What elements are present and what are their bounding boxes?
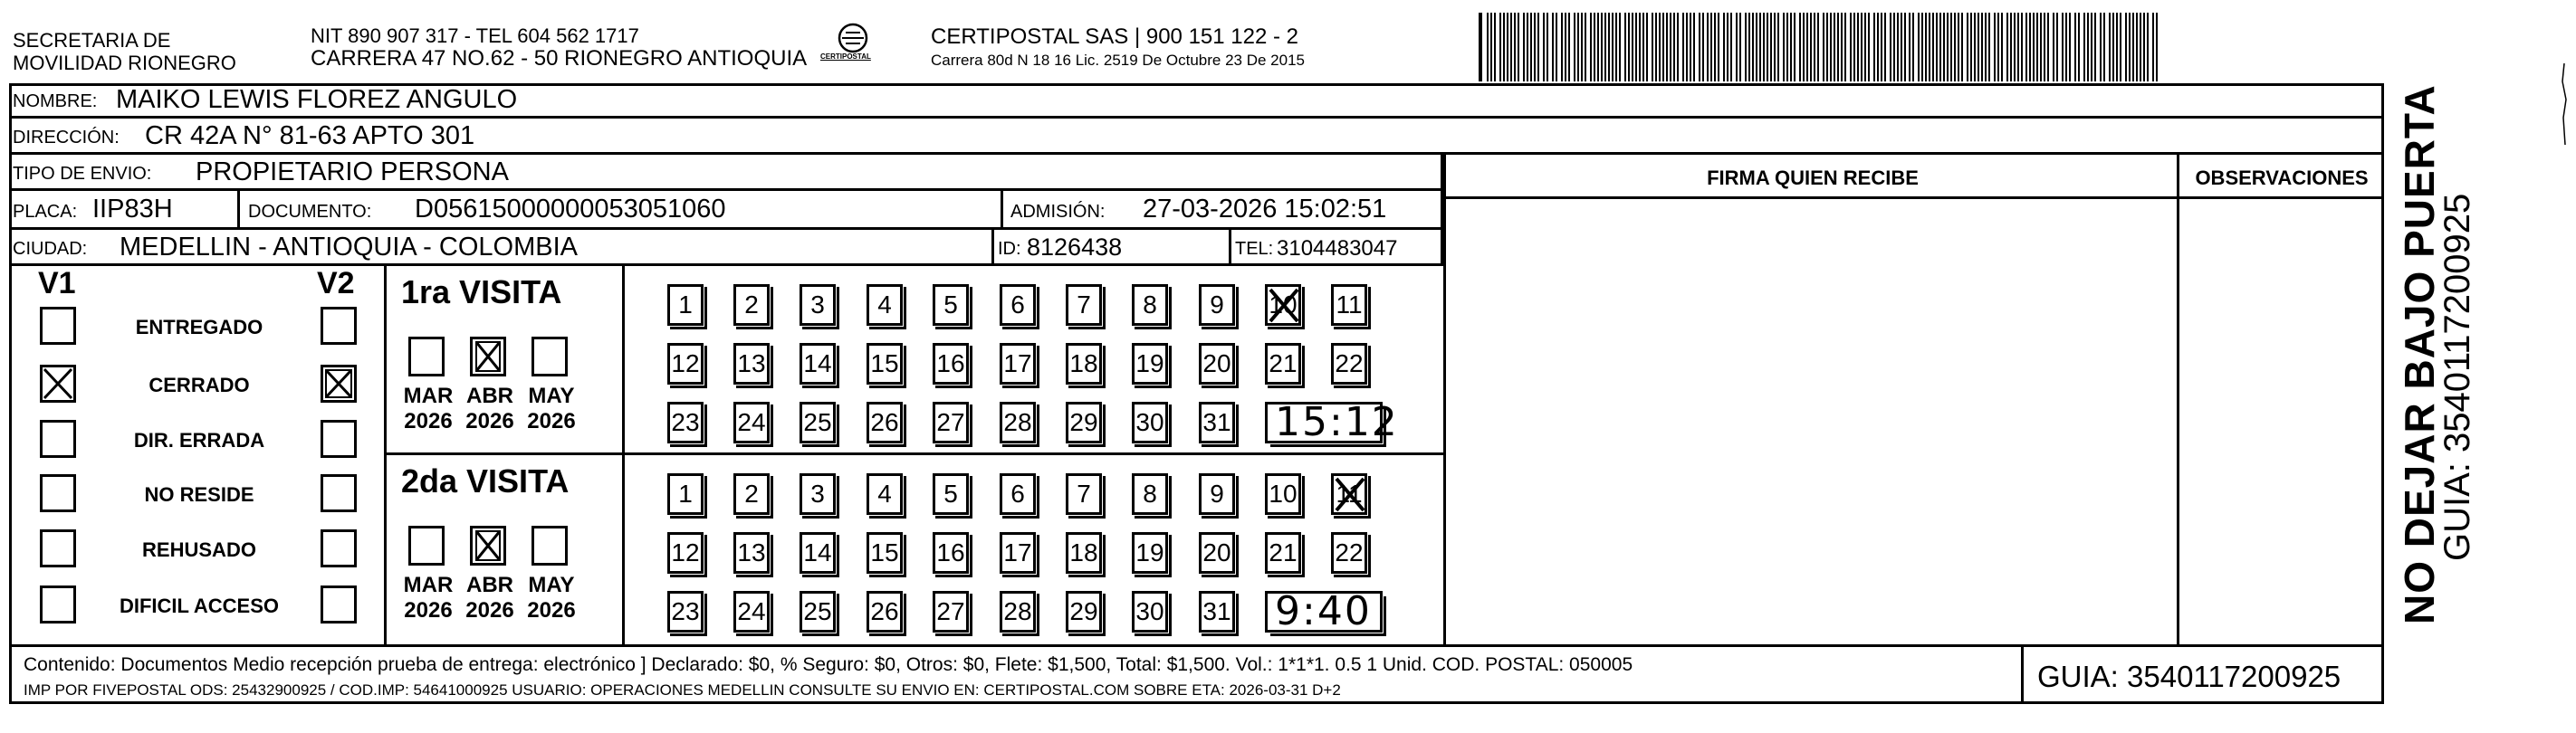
day-box-22[interactable]: 22 — [1331, 532, 1367, 574]
v1-checkbox-no-reside[interactable] — [40, 474, 76, 512]
day-box-26[interactable]: 26 — [867, 402, 903, 443]
footer-imp: IMP POR FIVEPOSTAL ODS: 25432900925 / COD.IMP: 54641000925 USUARIO: OPERACIONES MEDELLIN CONSULTE SU ENVIO EN: CERTIPOSTAL.COM SOBRE ETA: 2026-03-31 D+2 — [24, 681, 1341, 699]
v2-checkbox-cerrado[interactable] — [321, 365, 357, 403]
month-checkbox-abr[interactable] — [470, 526, 506, 566]
day-box-4[interactable]: 4 — [867, 284, 903, 326]
day-box-12[interactable]: 12 — [667, 343, 704, 385]
day-box-10[interactable]: 10 — [1265, 473, 1301, 515]
documento-value: D05615000000053051060 — [415, 195, 726, 224]
observaciones-header-line — [2179, 196, 2384, 199]
no-dejar-bajo-puerta: NO DEJAR BAJO PUERTA — [2396, 84, 2443, 624]
day-box-13[interactable]: 13 — [733, 532, 770, 574]
day-box-16[interactable]: 16 — [933, 343, 969, 385]
status-option-label: REHUSADO — [142, 538, 256, 561]
day-box-26[interactable]: 26 — [867, 591, 903, 633]
v1-checkbox-dir-errada[interactable] — [40, 420, 76, 458]
v2-checkbox-entregado[interactable] — [321, 307, 357, 345]
row-direccion — [9, 119, 2384, 155]
day-box-11[interactable]: 11 — [1331, 473, 1367, 515]
day-box-3[interactable]: 3 — [800, 284, 836, 326]
day-box-21[interactable]: 21 — [1265, 343, 1301, 385]
day-box-8[interactable]: 8 — [1132, 473, 1168, 515]
day-box-7[interactable]: 7 — [1066, 284, 1102, 326]
visit-1-panel — [387, 266, 1443, 455]
day-box-21[interactable]: 21 — [1265, 532, 1301, 574]
day-cross-mark — [1334, 476, 1366, 524]
month-checkbox-mar[interactable] — [408, 526, 445, 566]
day-box-10[interactable]: 10 — [1265, 284, 1301, 326]
ciudad-label: CIUDAD: — [13, 239, 88, 259]
visit-time-box[interactable] — [1265, 588, 1383, 634]
day-box-30[interactable]: 30 — [1132, 591, 1168, 633]
day-box-25[interactable]: 25 — [800, 402, 836, 443]
day-box-17[interactable]: 17 — [1000, 532, 1036, 574]
v1-checkbox-cerrado[interactable] — [40, 365, 76, 403]
tipo-value: PROPIETARIO PERSONA — [196, 157, 509, 186]
guia-box-divider — [2021, 647, 2024, 704]
month-checkbox-abr[interactable] — [470, 337, 506, 376]
row-placa — [9, 191, 1443, 230]
v2-checkbox-no-reside[interactable] — [321, 474, 357, 512]
day-box-14[interactable]: 14 — [800, 343, 836, 385]
month-label: MAR 2026 — [403, 384, 454, 433]
day-box-5[interactable]: 5 — [933, 473, 969, 515]
barcode-image — [1479, 13, 2159, 81]
day-box-9[interactable]: 9 — [1199, 284, 1235, 326]
status-option-label: DIR. ERRADA — [133, 429, 265, 452]
day-cross-mark — [1268, 287, 1300, 335]
status-panel — [9, 266, 387, 644]
day-box-27[interactable]: 27 — [933, 402, 969, 443]
day-box-11[interactable]: 11 — [1331, 284, 1367, 326]
visit-time-handwritten: 15:12 — [1275, 399, 1399, 445]
status-option-label: NO RESIDE — [144, 483, 254, 506]
day-box-22[interactable]: 22 — [1331, 343, 1367, 385]
tel-divider — [1229, 230, 1231, 266]
month-label: MAY 2026 — [527, 384, 576, 433]
visit-2-panel — [387, 455, 1443, 644]
sender-line-2: MOVILIDAD RIONEGRO — [13, 52, 236, 74]
day-box-1[interactable]: 1 — [667, 473, 704, 515]
day-box-24[interactable]: 24 — [733, 591, 770, 633]
observaciones-header: OBSERVACIONES — [2195, 167, 2369, 189]
month-label: MAY 2026 — [527, 573, 576, 623]
status-option-label: DIFICIL ACCESO — [119, 595, 279, 617]
day-box-8[interactable]: 8 — [1132, 284, 1168, 326]
margin-mark — [2559, 63, 2570, 145]
month-label: MAR 2026 — [403, 573, 454, 623]
day-box-16[interactable]: 16 — [933, 532, 969, 574]
visit-title: 1ra VISITA — [401, 273, 562, 310]
footer-row — [9, 644, 2384, 704]
nit-line: NIT 890 907 317 - TEL 604 562 1717 — [311, 24, 639, 47]
day-box-12[interactable]: 12 — [667, 532, 704, 574]
tipo-label: TIPO DE ENVIO: — [13, 164, 152, 184]
visit-time-handwritten: 9:40 — [1275, 588, 1372, 634]
tel-label: TEL: — [1235, 239, 1274, 259]
placa-value: IIP83H — [92, 195, 173, 224]
id-value: 8126438 — [1027, 233, 1123, 261]
day-box-6[interactable]: 6 — [1000, 284, 1036, 326]
id-divider — [991, 230, 994, 266]
day-box-25[interactable]: 25 — [800, 591, 836, 633]
day-box-20[interactable]: 20 — [1199, 343, 1235, 385]
id-label: ID: — [998, 239, 1021, 259]
day-box-6[interactable]: 6 — [1000, 473, 1036, 515]
certipostal-logo — [817, 20, 889, 67]
company-info — [931, 24, 1305, 71]
admision-value: 27-03-2026 15:02:51 — [1143, 195, 1387, 224]
side-guia: GUIA: 3540117200925 — [2437, 193, 2477, 561]
day-box-19[interactable]: 19 — [1132, 343, 1168, 385]
day-box-18[interactable]: 18 — [1066, 532, 1102, 574]
day-box-30[interactable]: 30 — [1132, 402, 1168, 443]
day-box-3[interactable]: 3 — [800, 473, 836, 515]
day-box-20[interactable]: 20 — [1199, 532, 1235, 574]
sender-name — [13, 29, 236, 74]
company-line: CERTIPOSTAL SAS | 900 151 122 - 2 — [931, 24, 1298, 49]
day-box-18[interactable]: 18 — [1066, 343, 1102, 385]
placa-divider — [237, 191, 240, 230]
day-box-7[interactable]: 7 — [1066, 473, 1102, 515]
day-box-27[interactable]: 27 — [933, 591, 969, 633]
v1-header: V1 — [38, 266, 76, 300]
tel-value: 3104483047 — [1277, 236, 1398, 261]
firma-header-line — [1446, 196, 2179, 199]
day-box-28[interactable]: 28 — [1000, 402, 1036, 443]
day-box-9[interactable]: 9 — [1199, 473, 1235, 515]
company-sub: Carrera 80d N 18 16 Lic. 2519 De Octubre 23 De 2015 — [931, 52, 1305, 69]
ciudad-value: MEDELLIN - ANTIOQUIA - COLOMBIA — [120, 233, 578, 262]
month-checkbox-mar[interactable] — [408, 337, 445, 376]
month-checkbox-may[interactable] — [531, 526, 568, 566]
sender-contact — [311, 24, 807, 70]
day-box-24[interactable]: 24 — [733, 402, 770, 443]
day-box-14[interactable]: 14 — [800, 532, 836, 574]
row-nombre — [9, 83, 2384, 119]
visit-divider — [622, 266, 625, 452]
status-option-label: CERRADO — [148, 374, 250, 396]
day-box-23[interactable]: 23 — [667, 402, 704, 443]
day-box-15[interactable]: 15 — [867, 532, 903, 574]
day-box-2[interactable]: 2 — [733, 284, 770, 326]
guia-box: GUIA: 3540117200925 — [2037, 660, 2341, 693]
direccion-value: CR 42A N° 81-63 APTO 301 — [145, 121, 475, 150]
footer-contenido: Contenido: Documentos Medio recepción prueba de entrega: electrónico ] Declarado: $0, % Seguro: $0, Otros: $0, Flete: $1,500, Total: $1,500. Vol.: 1*1*1. 0.5 1 Unid. COD. POSTAL: 050005 — [24, 654, 1633, 675]
row-ciudad — [9, 230, 1443, 266]
visit-time-box[interactable] — [1265, 399, 1399, 445]
day-box-13[interactable]: 13 — [733, 343, 770, 385]
v2-checkbox-dificil-acceso[interactable] — [321, 585, 357, 624]
v1-checkbox-entregado[interactable] — [40, 307, 76, 345]
v2-checkbox-dir-errada[interactable] — [321, 420, 357, 458]
day-box-2[interactable]: 2 — [733, 473, 770, 515]
visit-title: 2da VISITA — [401, 462, 570, 500]
admision-divider — [1001, 191, 1003, 230]
admision-label: ADMISIÓN: — [1010, 202, 1106, 222]
month-checkbox-may[interactable] — [531, 337, 568, 376]
logo-text: CERTIPOSTAL — [820, 52, 871, 61]
row-tipo — [9, 155, 1443, 191]
day-box-15[interactable]: 15 — [867, 343, 903, 385]
day-box-4[interactable]: 4 — [867, 473, 903, 515]
address-line: CARRERA 47 NO.62 - 50 RIONEGRO ANTIOQUIA — [311, 46, 808, 71]
v1-checkbox-dificil-acceso[interactable] — [40, 585, 76, 624]
nombre-value: MAIKO LEWIS FLOREZ ANGULO — [116, 85, 518, 114]
day-box-23[interactable]: 23 — [667, 591, 704, 633]
month-label: ABR 2026 — [465, 573, 514, 623]
nombre-label: NOMBRE: — [13, 91, 98, 111]
day-box-28[interactable]: 28 — [1000, 591, 1036, 633]
observaciones-column — [2179, 155, 2384, 644]
v2-header: V2 — [317, 266, 355, 300]
day-box-29[interactable]: 29 — [1066, 591, 1102, 633]
documento-label: DOCUMENTO: — [248, 202, 372, 222]
day-box-17[interactable]: 17 — [1000, 343, 1036, 385]
day-box-31[interactable]: 31 — [1199, 591, 1235, 633]
sender-line-1: SECRETARIA DE — [13, 29, 171, 52]
day-box-31[interactable]: 31 — [1199, 402, 1235, 443]
direccion-label: DIRECCIÓN: — [13, 128, 120, 148]
v2-checkbox-rehusado[interactable] — [321, 529, 357, 567]
day-box-5[interactable]: 5 — [933, 284, 969, 326]
day-box-19[interactable]: 19 — [1132, 532, 1168, 574]
placa-label: PLACA: — [13, 202, 78, 222]
status-option-label: ENTREGADO — [135, 316, 263, 338]
firma-header: FIRMA QUIEN RECIBE — [1707, 167, 1919, 189]
day-box-1[interactable]: 1 — [667, 284, 704, 326]
v1-checkbox-rehusado[interactable] — [40, 529, 76, 567]
day-box-29[interactable]: 29 — [1066, 402, 1102, 443]
month-label: ABR 2026 — [465, 384, 514, 433]
firma-column — [1443, 155, 2179, 644]
visit-divider — [622, 455, 625, 644]
